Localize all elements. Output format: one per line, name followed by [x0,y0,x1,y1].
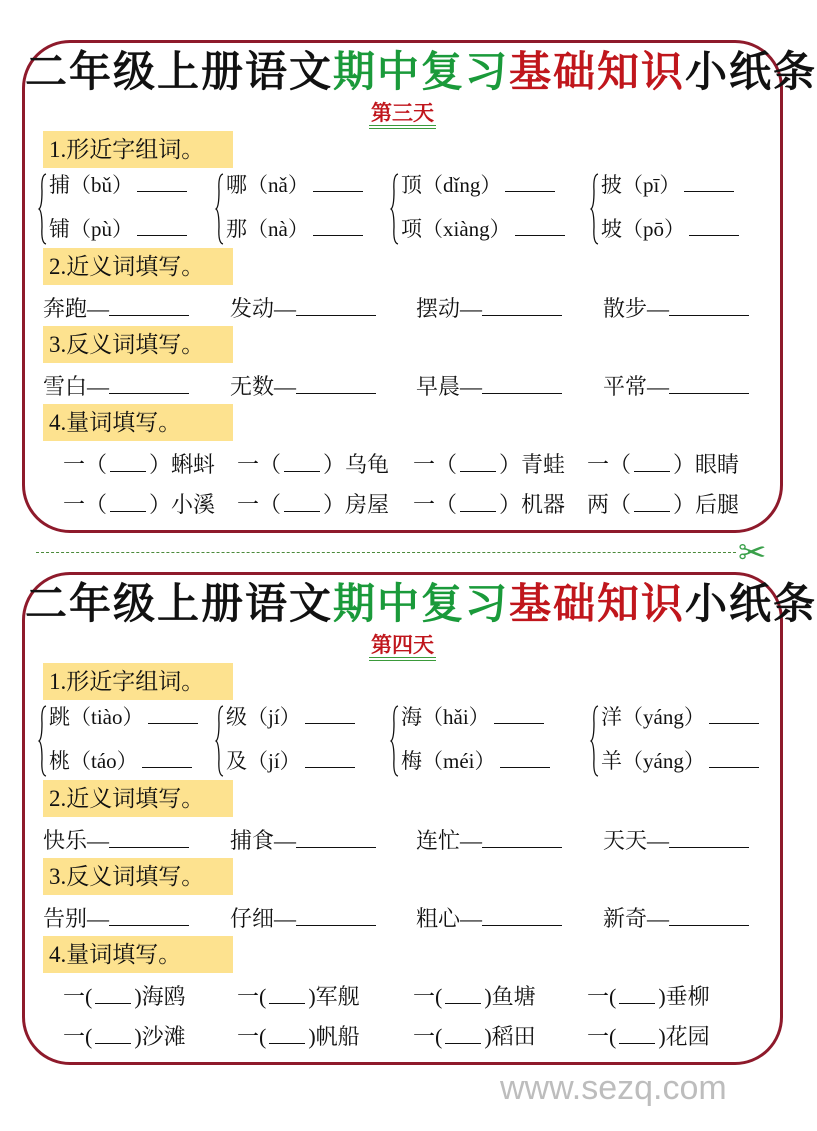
brace-icon [391,173,399,245]
measure-item [237,451,389,479]
measure-item [63,491,215,519]
antonym-item [416,905,562,933]
brace-icon [39,173,47,245]
answer-blank[interactable] [109,907,189,926]
measure-prefix: 一（ [237,492,282,517]
measure-noun: ）蝌蚪 [149,452,216,477]
measure-prefix: 两（ [587,492,632,517]
pair-char: 铺（pù） [49,217,133,241]
section-heading: 3.反义词填写。 [43,858,233,895]
pair-line [401,171,555,199]
pair-line [601,703,759,731]
title-segment: 小纸条 [685,47,817,96]
answer-blank[interactable] [296,375,376,394]
title-segment: 基础知识 [509,47,686,96]
synonym-item [43,827,189,855]
word: 粗心— [416,906,483,931]
measure-noun: )海鸥 [134,984,186,1009]
pair-char: 捕（bǔ） [49,173,133,197]
measure-item [587,491,739,519]
card-title [25,47,817,97]
measure-item [413,451,565,479]
answer-blank[interactable] [460,453,496,472]
antonym-item [230,905,376,933]
word: 奔跑— [43,296,110,321]
measure-item [587,983,710,1011]
answer-blank[interactable] [505,173,555,192]
brace-icon [591,173,599,245]
measure-prefix: 一( [413,984,443,1009]
synonym-item [603,827,749,855]
answer-blank[interactable] [305,705,355,724]
answer-blank[interactable] [634,493,670,512]
antonym-item [43,373,189,401]
measure-prefix: 一( [587,1024,617,1049]
measure-noun: )垂柳 [658,984,710,1009]
brace-icon [216,705,224,777]
answer-blank[interactable] [313,173,363,192]
section-heading: 1.形近字组词。 [43,131,233,168]
brace-icon [216,173,224,245]
word: 平常— [603,374,670,399]
measure-item [413,983,536,1011]
measure-noun: ）乌龟 [323,452,390,477]
word: 连忙— [416,828,483,853]
answer-blank[interactable] [684,173,734,192]
title-segment: 期中复习 [333,579,510,628]
synonym-item [416,295,562,323]
word: 新奇— [603,906,670,931]
title-segment: 二年级上册语文 [25,579,334,628]
pair-line [226,747,355,775]
measure-noun: ）机器 [499,492,566,517]
answer-blank[interactable] [669,297,749,316]
pair-char: 及（jí） [226,749,301,773]
brace-icon [39,705,47,777]
answer-blank[interactable] [689,217,739,236]
word: 天天— [603,828,670,853]
answer-blank[interactable] [482,829,562,848]
answer-blank[interactable] [709,749,759,768]
answer-blank[interactable] [110,453,146,472]
title-segment: 期中复习 [333,47,510,96]
synonym-item [43,295,189,323]
pair-char: 梅（méi） [401,749,496,773]
day-label [25,101,780,129]
title-segment: 基础知识 [509,579,686,628]
answer-blank[interactable] [95,985,131,1004]
word: 早晨— [416,374,483,399]
answer-blank[interactable] [109,297,189,316]
measure-item [587,451,739,479]
answer-blank[interactable] [142,749,192,768]
pair-line [226,215,363,243]
answer-blank[interactable] [669,375,749,394]
pair-line [601,171,734,199]
answer-blank[interactable] [482,907,562,926]
answer-blank[interactable] [494,705,544,724]
pair-line [49,703,198,731]
answer-blank[interactable] [709,705,759,724]
answer-blank[interactable] [619,1025,655,1044]
synonym-item [416,827,562,855]
measure-item [63,1023,186,1051]
title-segment: 二年级上册语文 [25,47,334,96]
pair-line [401,703,544,731]
measure-item [63,983,186,1011]
section-heading: 2.近义词填写。 [43,248,233,285]
measure-prefix: 一( [63,984,93,1009]
worksheet-card [22,40,817,533]
answer-blank[interactable] [445,985,481,1004]
word: 快乐— [43,828,110,853]
measure-noun: )帆船 [308,1024,360,1049]
section-heading: 1.形近字组词。 [43,663,233,700]
pair-line [601,747,759,775]
measure-noun: )稻田 [484,1024,536,1049]
word: 捕食— [230,828,297,853]
synonym-item [230,827,376,855]
pair-char: 披（pī） [601,173,681,197]
answer-blank[interactable] [669,907,749,926]
pair-char: 那（nà） [226,217,309,241]
answer-blank[interactable] [460,493,496,512]
section-heading: 4.量词填写。 [43,404,233,441]
watermark: www.sezq.com [500,1069,727,1107]
word: 散步— [603,296,670,321]
answer-blank[interactable] [515,217,565,236]
measure-noun: ）小溪 [149,492,216,517]
measure-noun: )花园 [658,1024,710,1049]
answer-blank[interactable] [500,749,550,768]
pair-line [401,215,565,243]
answer-blank[interactable] [296,829,376,848]
word: 雪白— [43,374,110,399]
answer-blank[interactable] [296,907,376,926]
pair-char: 桃（táo） [49,749,138,773]
measure-prefix: 一（ [587,452,632,477]
section-heading: 4.量词填写。 [43,936,233,973]
day-label [25,633,780,661]
answer-blank[interactable] [482,297,562,316]
measure-prefix: 一（ [63,492,108,517]
section-heading: 3.反义词填写。 [43,326,233,363]
answer-blank[interactable] [109,375,189,394]
card-title [25,579,817,629]
word: 无数— [230,374,297,399]
measure-noun: ）后腿 [673,492,740,517]
day-text: 第四天 [369,633,436,661]
title-segment: 小纸条 [685,579,817,628]
answer-blank[interactable] [305,749,355,768]
pair-char: 级（jí） [226,705,301,729]
brace-icon [591,705,599,777]
pair-line [401,747,550,775]
answer-blank[interactable] [269,985,305,1004]
answer-blank[interactable] [137,217,187,236]
measure-prefix: 一( [587,984,617,1009]
antonym-item [603,373,749,401]
measure-prefix: 一( [237,984,267,1009]
antonym-item [230,373,376,401]
answer-blank[interactable] [296,297,376,316]
pair-char: 坡（pō） [601,217,685,241]
word: 告别— [43,906,110,931]
answer-blank[interactable] [634,453,670,472]
pair-char: 海（hǎi） [401,705,490,729]
answer-blank[interactable] [110,493,146,512]
answer-blank[interactable] [137,173,187,192]
answer-blank[interactable] [284,493,320,512]
measure-noun: )鱼塘 [484,984,536,1009]
pair-line [226,171,363,199]
antonym-item [603,905,749,933]
word: 摆动— [416,296,483,321]
pair-line [601,215,739,243]
measure-prefix: 一( [237,1024,267,1049]
answer-blank[interactable] [284,453,320,472]
answer-blank[interactable] [95,1025,131,1044]
worksheet-card [22,572,817,1065]
pair-char: 跳（tiào） [49,705,144,729]
pair-char: 项（xiàng） [401,217,511,241]
answer-blank[interactable] [313,217,363,236]
word: 仔细— [230,906,297,931]
measure-item [237,491,389,519]
answer-blank[interactable] [148,705,198,724]
measure-item [237,983,360,1011]
measure-noun: )军舰 [308,984,360,1009]
measure-item [587,1023,710,1051]
answer-blank[interactable] [445,1025,481,1044]
word: 发动— [230,296,297,321]
pair-line [49,171,187,199]
answer-blank[interactable] [482,375,562,394]
synonym-item [230,295,376,323]
measure-noun: ）眼睛 [673,452,740,477]
pair-char: 顶（dǐng） [401,173,502,197]
pair-char: 哪（nǎ） [226,173,309,197]
measure-prefix: 一( [413,1024,443,1049]
scissors-icon: ✂ [738,535,767,572]
measure-prefix: 一( [63,1024,93,1049]
pair-line [226,703,355,731]
antonym-item [43,905,189,933]
synonym-item [603,295,749,323]
pair-line [49,215,187,243]
measure-item [63,451,215,479]
answer-blank[interactable] [109,829,189,848]
day-text: 第三天 [369,101,436,129]
pair-char: 洋（yáng） [601,705,705,729]
measure-prefix: 一（ [413,492,458,517]
pair-char: 羊（yáng） [601,749,705,773]
measure-item [237,1023,360,1051]
cut-line [36,552,736,553]
answer-blank[interactable] [619,985,655,1004]
measure-prefix: 一（ [237,452,282,477]
measure-item [413,491,565,519]
measure-prefix: 一（ [413,452,458,477]
answer-blank[interactable] [269,1025,305,1044]
measure-noun: )沙滩 [134,1024,186,1049]
answer-blank[interactable] [669,829,749,848]
measure-noun: ）房屋 [323,492,390,517]
measure-prefix: 一（ [63,452,108,477]
section-heading: 2.近义词填写。 [43,780,233,817]
brace-icon [391,705,399,777]
antonym-item [416,373,562,401]
pair-line [49,747,192,775]
measure-noun: ）青蛙 [499,452,566,477]
measure-item [413,1023,536,1051]
